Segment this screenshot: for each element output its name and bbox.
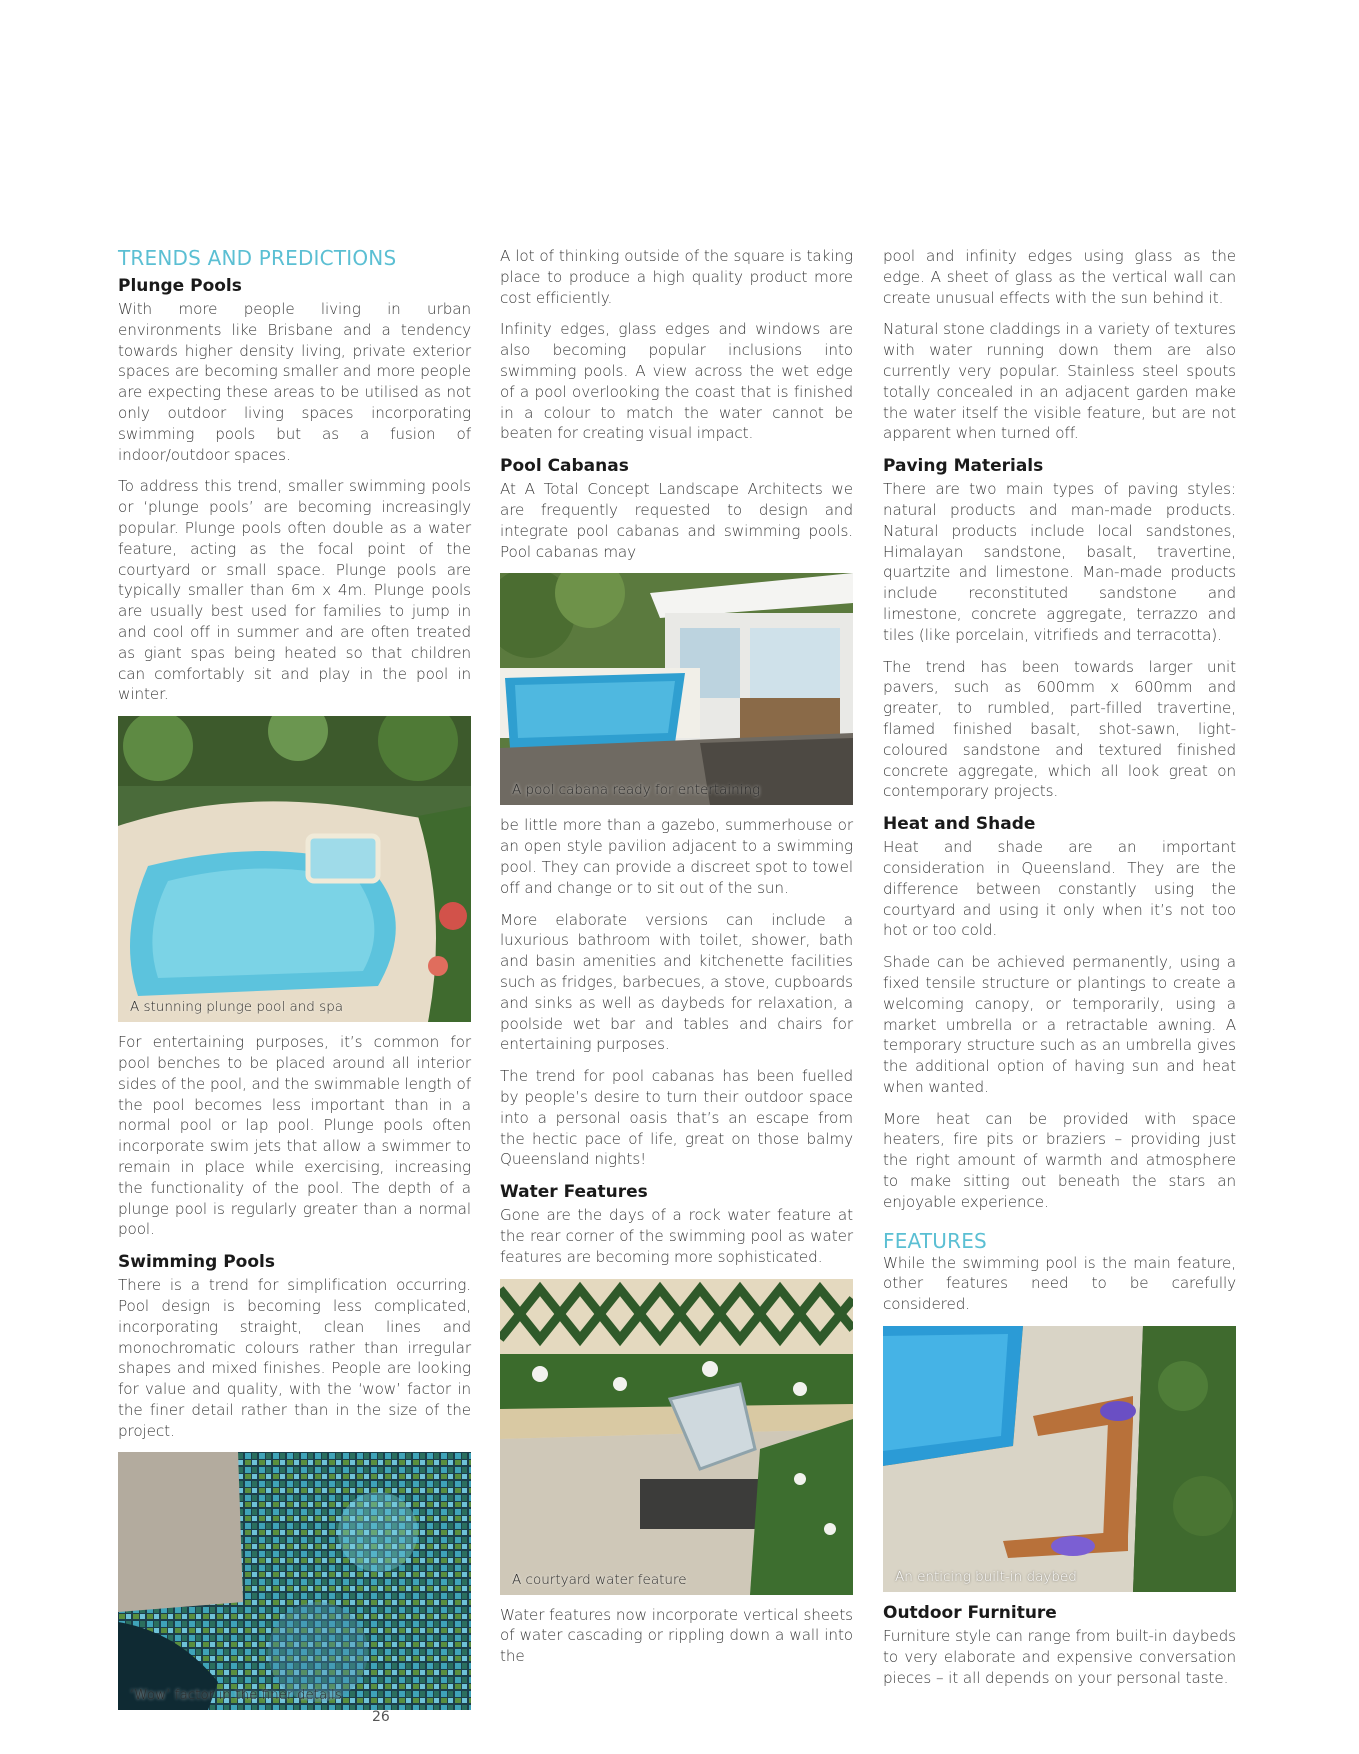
paragraph: Furniture style can range from built-in daybeds to very elaborate and expensive conversation pieces – it all depends on your personal taste. bbox=[883, 1627, 1236, 1687]
heading-pool-cabanas: Pool Cabanas bbox=[500, 456, 629, 477]
heading-swimming-pools: Swimming Pools bbox=[118, 1252, 275, 1273]
heading-outdoor-furniture: Outdoor Furniture bbox=[883, 1603, 1057, 1624]
photo-mosaic-tiles bbox=[118, 1452, 471, 1710]
paragraph: There is a trend for simplification occurring. Pool design is becoming less complicated, incorporating straight, clean lines and monochromatic colours rather than irregular shapes and mixed finishes. People are looking for value and quality, with the ‘wow’ factor in the finer detail rather than in the size of the project. bbox=[118, 1276, 471, 1440]
paragraph: There are two main types of paving styles: natural products and man-made products. Natural products include local sandstones, Himalayan sandstone, basalt, travertine, quartzite and limestone. Man-made products include reconstituted sandstone and limestone, concrete aggregate, terrazzo and tiles (like porcelain, vitrifieds and terracotta). bbox=[883, 480, 1236, 644]
water-feature-image bbox=[500, 1279, 853, 1595]
paragraph: Natural stone claddings in a variety of textures with water running down them are also currently very popular. Stainless steel spouts totally concealed in an adjacent garden make the water itself the visible feature, but are not apparent when turned off. bbox=[883, 320, 1236, 443]
photo-plunge-pool bbox=[118, 716, 471, 1022]
built-in-daybed-image bbox=[883, 1326, 1236, 1592]
heading-water-features: Water Features bbox=[500, 1182, 648, 1203]
paragraph: For entertaining purposes, it’s common for pool benches to be placed around all interior sides of the pool, and the swimmable length of the pool becomes less important than in a normal pool or lap pool. Plunge pools often incorporate swim jets that allow a swimmer to remain in place while exercising, increasing the functionality of the pool. The depth of a plunge pool is regularly greater than a normal pool. bbox=[118, 1033, 471, 1239]
column-3 bbox=[883, 246, 1236, 1699]
plunge-pool-image bbox=[118, 716, 471, 1022]
heading-heat-and-shade: Heat and Shade bbox=[883, 814, 1036, 835]
paragraph: While the swimming pool is the main feature, other features need to be carefully considered. bbox=[883, 1253, 1236, 1314]
paragraph: be little more than a gazebo, summerhouse or an open style pavilion adjacent to a swimming pool. They can provide a discreet spot to towel off and change or to sit out of the sun. bbox=[500, 816, 853, 897]
paragraph: At A Total Concept Landscape Architects we are frequently requested to design and integrate pool cabanas and swimming pools. Pool cabanas may bbox=[500, 480, 853, 561]
paragraph: To address this trend, smaller swimming pools or ‘plunge pools’ are becoming increasingly popular. Plunge pools often double as a water feature, acting as the focal point of the courtyard or small space. Plunge pools are typically smaller than 6m x 4m. Plunge pools are usually best used for families to jump in and cool off in summer and are often treated as giant spas being heated so that children can comfortably sit and play in the pool in winter. bbox=[118, 477, 471, 704]
photo-caption: A pool cabana ready for entertaining bbox=[512, 782, 761, 799]
mosaic-tiles-image bbox=[118, 1452, 471, 1710]
paragraph: pool and infinity edges using glass as the edge. A sheet of glass as the vertical wall can create unusual effects with the sun behind it. bbox=[883, 247, 1236, 307]
photo-caption: ‘Wow’ factor in the finer details bbox=[130, 1687, 342, 1704]
paragraph: Gone are the days of a rock water feature at the rear corner of the swimming pool as water features are becoming more sophisticated. bbox=[500, 1206, 853, 1266]
column-1 bbox=[118, 246, 471, 1720]
heading-paving-materials: Paving Materials bbox=[883, 456, 1044, 477]
paragraph: The trend for pool cabanas has been fuelled by people’s desire to turn their outdoor space into a personal oasis that’s an escape from the hectic pace of life, great on those balmy Queensland nights! bbox=[500, 1067, 853, 1169]
paragraph: With more people living in urban environments like Brisbane and a tendency towards higher density living, private exterior spaces are becoming smaller and more people are expecting these areas to be utilised as not only outdoor living spaces incorporating swimming pools but as a fusion of indoor/outdoor spaces. bbox=[118, 300, 471, 464]
photo-caption: An enticing built-in daybed bbox=[895, 1569, 1077, 1586]
photo-water-feature bbox=[500, 1279, 853, 1595]
photo-caption: A stunning plunge pool and spa bbox=[130, 999, 344, 1016]
paragraph: The trend has been towards larger unit pavers, such as 600mm x 600mm and greater, to rumbled, part-filled travertine, flamed finished basalt, shot-sawn, light-coloured sandstone and textured finished concrete aggregate, which all look great on contemporary projects. bbox=[883, 657, 1236, 801]
pool-cabana-image bbox=[500, 573, 853, 805]
page-number: 26 bbox=[372, 1709, 390, 1725]
column-2 bbox=[500, 246, 853, 1678]
paragraph: Shade can be achieved permanently, using a fixed tensile structure or plantings to create a welcoming canopy, or temporarily, using a market umbrella or a retractable awning. A temporary structure such as an umbrella gives the additional option of having sun and heat when wanted. bbox=[883, 953, 1236, 1096]
paragraph: Heat and shade are an important consideration in Queensland. They are the difference between constantly using the courtyard and using it only when it’s not too hot or too cold. bbox=[883, 838, 1236, 940]
photo-caption: A courtyard water feature bbox=[512, 1571, 687, 1588]
section-title-features: FEATURES bbox=[883, 1228, 987, 1253]
paragraph: More heat can be provided with space heaters, fire pits or braziers – providing just the right amount of warmth and atmosphere to make sitting out beneath the stars an enjoyable experience. bbox=[883, 1109, 1236, 1211]
photo-built-in-daybed bbox=[883, 1326, 1236, 1592]
paragraph: More elaborate versions can include a luxurious bathroom with toilet, shower, bath and basin amenities and kitchenette facilities such as fridges, barbecues, a stove, cupboards and sinks as well as daybeds for relaxation, a poolside wet bar and tables and chairs for entertaining purposes. bbox=[500, 910, 853, 1054]
paragraph: Water features now incorporate vertical sheets of water cascading or rippling down a wall into the bbox=[500, 1605, 853, 1666]
paragraph: A lot of thinking outside of the square is taking place to produce a high quality product more cost efficiently. bbox=[500, 247, 853, 307]
paragraph: Infinity edges, glass edges and windows are also becoming popular inclusions into swimming pools. A view across the wet edge of a pool overlooking the coast that is finished in a colour to match the water cannot be beaten for creating visual impact. bbox=[500, 320, 853, 443]
heading-plunge-pools: Plunge Pools bbox=[118, 276, 242, 296]
section-title-trends: TRENDS AND PREDICTIONS bbox=[118, 246, 397, 270]
photo-pool-cabana bbox=[500, 573, 853, 805]
